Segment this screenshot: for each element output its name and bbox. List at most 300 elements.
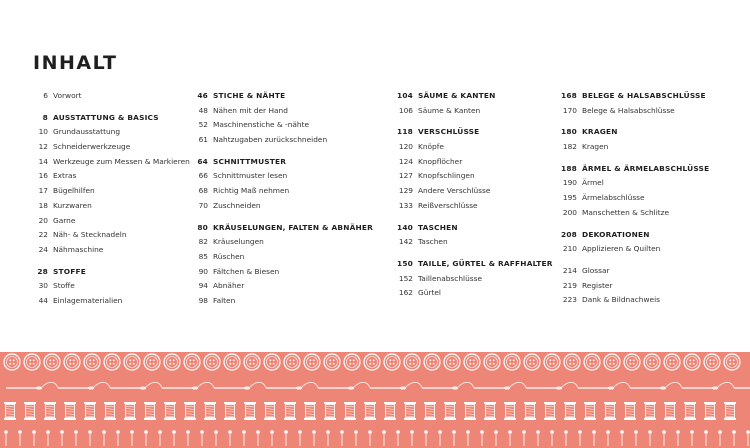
pin-icon (536, 430, 540, 446)
toc-section-heading (397, 89, 557, 104)
thread-spool-icon (464, 402, 476, 420)
entry-label: Kräuselungen (213, 237, 264, 247)
page-number: 120 (398, 142, 413, 152)
button-icon (184, 354, 200, 370)
pin-icon (550, 430, 554, 446)
entry-label: Reißverschlüsse (418, 200, 478, 210)
pin-icon (424, 430, 428, 446)
toc-entry (397, 169, 557, 184)
thread-spool-icon (364, 402, 376, 420)
button-icon (44, 354, 60, 370)
page-number: 106 (398, 105, 413, 115)
entry-label: Werkzeuge zum Messen & Markieren (53, 156, 190, 166)
button-icon (704, 354, 720, 370)
page-number: 10 (38, 127, 48, 137)
pin-icon (354, 430, 358, 446)
thread-spool-icon (684, 402, 696, 420)
pin-icon (4, 430, 8, 446)
thread-spool-icon (44, 402, 56, 420)
entry-label: Näh- & Stecknadeln (53, 230, 127, 240)
entry-label: Ärmelabschlüsse (582, 193, 645, 203)
toc-section-heading (192, 155, 387, 170)
toc-entry (397, 104, 557, 119)
entry-label: Abnäher (213, 281, 245, 291)
toc-section-heading (192, 221, 387, 236)
page-number: 152 (398, 273, 413, 283)
entry-label: Manschetten & Schlitze (582, 207, 670, 217)
entry-label: Taillenabschlüsse (418, 273, 483, 283)
button-icon (124, 354, 140, 370)
toc-entry (397, 286, 557, 301)
button-icon (84, 354, 100, 370)
pin-icon (60, 430, 64, 446)
button-icon (664, 354, 680, 370)
entry-label: TAILLE, GÜRTEL & RAFFHALTER (418, 258, 553, 268)
toc-entry (192, 279, 387, 294)
button-icon (504, 354, 520, 370)
thread-spool-icon (724, 402, 736, 420)
page-number: 52 (198, 120, 208, 130)
pin-icon (634, 430, 638, 446)
button-icon (284, 354, 300, 370)
button-icon (224, 354, 240, 370)
button-icon (564, 354, 580, 370)
entry-label: Kurzwaren (53, 200, 92, 210)
entry-label: TASCHEN (418, 222, 458, 232)
button-icon (104, 354, 120, 370)
page-number: 70 (198, 200, 208, 210)
pin-icon (606, 430, 610, 446)
thread-spool-icon (124, 402, 136, 420)
pin-icon (480, 430, 484, 446)
entry-label: Säume & Kanten (418, 105, 481, 115)
toc-column-1 (30, 89, 190, 309)
toc-entry (30, 89, 190, 104)
entry-label: KRAGEN (582, 127, 618, 137)
toc-section-heading (192, 89, 387, 104)
page-number: 44 (38, 295, 48, 305)
thread-spool-icon (524, 402, 536, 420)
entry-label: Extras (53, 171, 77, 181)
entry-label: Glossar (582, 265, 610, 275)
needle-thread-icon (474, 382, 526, 389)
toc-entry (397, 235, 557, 250)
thread-spool-icon (324, 402, 336, 420)
page-number: 66 (198, 171, 208, 181)
toc-entry (192, 133, 387, 148)
pin-icon (298, 430, 302, 446)
thread-spool-icon (244, 402, 256, 420)
needle-thread-icon (110, 382, 162, 389)
needle-thread-icon (6, 382, 58, 389)
page-number: 8 (42, 112, 48, 122)
button-icon (544, 354, 560, 370)
entry-label: Richtig Maß nehmen (213, 186, 290, 196)
thread-spool-icon (84, 402, 96, 420)
entry-label: Schneiderwerkzeuge (53, 142, 131, 152)
pin-icon (508, 430, 512, 446)
pin-icon (130, 430, 134, 446)
button-icon (144, 354, 160, 370)
page-number: 129 (398, 186, 413, 196)
page-number: 64 (197, 156, 208, 166)
entry-label: Nähen mit der Hand (213, 105, 288, 115)
button-icon (244, 354, 260, 370)
pin-icon (620, 430, 624, 446)
button-icon (204, 354, 220, 370)
toc-entry (192, 250, 387, 265)
entry-label: Bügelhilfen (53, 186, 95, 196)
page-number: 82 (198, 237, 208, 247)
page-number: 94 (198, 281, 208, 291)
thread-spool-icon (384, 402, 396, 420)
entry-label: Belege & Halsabschlüsse (582, 105, 675, 115)
toc-section-heading (30, 265, 190, 280)
entry-label: Vorwort (53, 91, 82, 100)
toc-section-heading (561, 162, 741, 177)
button-icon (364, 354, 380, 370)
toc-entry (30, 228, 190, 243)
thread-spool-icon (504, 402, 516, 420)
entry-label: STICHE & NÄHTE (213, 91, 286, 100)
toc-section-heading (397, 125, 557, 140)
thread-spool-icon (444, 402, 456, 420)
thread-spool-icon (704, 402, 716, 420)
page-number: 133 (398, 200, 413, 210)
button-icon (484, 354, 500, 370)
thread-spool-icon (224, 402, 236, 420)
toc-section-heading (561, 228, 741, 243)
sewing-pattern-illustration (0, 352, 750, 448)
pin-icon (88, 430, 92, 446)
entry-label: STOFFE (53, 266, 86, 276)
toc-entry (192, 104, 387, 119)
toc-section-heading (561, 89, 741, 104)
thread-spool-icon (304, 402, 316, 420)
button-icon (404, 354, 420, 370)
pin-icon (438, 430, 442, 446)
toc-entry (30, 125, 190, 140)
toc-entry (561, 176, 741, 191)
thread-spool-icon (424, 402, 436, 420)
page-title: INHALT (33, 52, 118, 74)
entry-label: VERSCHLÜSSE (418, 127, 480, 137)
toc-entry (397, 140, 557, 155)
pin-icon (578, 430, 582, 446)
entry-label: Andere Verschlüsse (418, 186, 491, 196)
toc-entry (192, 199, 387, 214)
entry-label: Applizieren & Quilten (582, 244, 661, 254)
toc-entry (30, 214, 190, 229)
button-icon (624, 354, 640, 370)
button-icon (524, 354, 540, 370)
pin-icon (368, 430, 372, 446)
button-icon (644, 354, 660, 370)
toc-entry (561, 279, 741, 294)
pin-icon (270, 430, 274, 446)
pin-icon (312, 430, 316, 446)
pin-icon (326, 430, 330, 446)
page-number: 85 (198, 251, 208, 261)
thread-spool-icon (564, 402, 576, 420)
entry-label: Maschinenstiche & -nähte (213, 120, 310, 130)
entry-label: BELEGE & HALSABSCHLÜSSE (582, 91, 706, 100)
page-number: 17 (38, 186, 48, 196)
toc-entry (192, 169, 387, 184)
needle-thread-icon (162, 382, 214, 389)
toc-column-4 (561, 89, 741, 308)
toc-entry (30, 184, 190, 199)
entry-label: Taschen (418, 237, 448, 247)
entry-label: Schnittmuster lesen (213, 171, 288, 181)
thread-spool-icon (644, 402, 656, 420)
pin-icon (74, 430, 78, 446)
entry-label: Ärmel (582, 178, 604, 188)
toc-entry (561, 191, 741, 206)
thread-spool-icon (264, 402, 276, 420)
page-number: 22 (38, 230, 48, 240)
page-number: 180 (561, 127, 578, 137)
button-icon (584, 354, 600, 370)
button-icon (304, 354, 320, 370)
toc-section-heading (397, 257, 557, 272)
entry-label: Dank & Bildnachweis (582, 295, 660, 305)
needle-thread-icon (630, 382, 682, 389)
needle-thread-icon (58, 382, 110, 389)
page-number: 104 (397, 91, 414, 100)
entry-label: Knöpfe (418, 142, 444, 152)
entry-label: Rüschen (213, 251, 245, 261)
pin-icon (158, 430, 162, 446)
pin-icon (116, 430, 120, 446)
entry-label: Knopflöcher (418, 156, 463, 166)
page-number: 16 (38, 171, 48, 181)
thread-spool-icon (204, 402, 216, 420)
pin-icon (564, 430, 568, 446)
entry-label: Knopfschlingen (418, 171, 475, 181)
needle-thread-icon (526, 382, 578, 389)
pin-icon (172, 430, 176, 446)
entry-label: KRÄUSELUNGEN, FALTEN & ABNÄHER (213, 222, 374, 232)
toc-entry (561, 140, 741, 155)
pin-icon (186, 430, 190, 446)
page-number: 195 (562, 193, 577, 203)
entry-label: AUSSTATTUNG & BASICS (53, 112, 159, 122)
entry-label: Einlagematerialien (53, 295, 123, 305)
page-number: 208 (561, 229, 578, 239)
needle-thread-icon (318, 382, 370, 389)
needle-thread-icon (578, 382, 630, 389)
toc-entry (561, 264, 741, 279)
page-number: 118 (397, 127, 414, 137)
needle-thread-icon (422, 382, 474, 389)
page-number: 28 (37, 266, 48, 276)
needle-thread-icon (214, 382, 266, 389)
thread-spool-icon (284, 402, 296, 420)
toc-entry (192, 184, 387, 199)
button-icon (264, 354, 280, 370)
pin-icon (732, 430, 736, 446)
entry-label: Nähmaschine (53, 244, 104, 254)
pin-icon (18, 430, 22, 446)
thread-spool-icon (344, 402, 356, 420)
entry-label: Kragen (582, 142, 609, 152)
pin-icon (242, 430, 246, 446)
button-icon (324, 354, 340, 370)
thread-spool-icon (484, 402, 496, 420)
button-icon (384, 354, 400, 370)
button-icon (344, 354, 360, 370)
needle-thread-icon (682, 382, 734, 389)
page-number: 18 (38, 200, 48, 210)
pin-icon (200, 430, 204, 446)
button-icon (424, 354, 440, 370)
toc-entry (192, 294, 387, 309)
thread-spool-icon (624, 402, 636, 420)
thread-spool-icon (584, 402, 596, 420)
pin-icon (410, 430, 414, 446)
page-number: 80 (197, 222, 208, 232)
toc-entry (30, 140, 190, 155)
page-number: 168 (561, 91, 578, 100)
page-number: 90 (198, 266, 208, 276)
page-number: 182 (562, 142, 577, 152)
toc-entry (30, 155, 190, 170)
toc-entry (192, 265, 387, 280)
page-number: 150 (397, 258, 414, 268)
toc-entry (30, 294, 190, 309)
page-number: 14 (38, 156, 48, 166)
button-icon (24, 354, 40, 370)
thread-spool-icon (144, 402, 156, 420)
thread-spool-icon (664, 402, 676, 420)
page-number: 190 (562, 178, 577, 188)
pin-icon (592, 430, 596, 446)
thread-spool-icon (404, 402, 416, 420)
button-icon (464, 354, 480, 370)
pin-icon (340, 430, 344, 446)
toc-entry (192, 235, 387, 250)
thread-spool-icon (64, 402, 76, 420)
button-icon (684, 354, 700, 370)
entry-label: Zuschneiden (213, 200, 261, 210)
toc-entry (561, 104, 741, 119)
pin-icon (102, 430, 106, 446)
entry-label: Grundausstattung (53, 127, 121, 137)
page-number: 170 (562, 105, 577, 115)
page-number: 30 (38, 281, 48, 291)
button-icon (604, 354, 620, 370)
toc-entry (30, 279, 190, 294)
thread-spool-icon (164, 402, 176, 420)
page-number: 210 (562, 244, 577, 254)
thread-spool-icon (604, 402, 616, 420)
pin-icon (214, 430, 218, 446)
page-number: 12 (38, 142, 48, 152)
toc-entry (397, 199, 557, 214)
toc-section-heading (561, 125, 741, 140)
pin-icon (648, 430, 652, 446)
page-number: 219 (562, 280, 577, 290)
entry-label: Falten (213, 295, 236, 305)
pin-icon (256, 430, 260, 446)
pin-icon (522, 430, 526, 446)
pin-icon (382, 430, 386, 446)
entry-label: Register (582, 280, 613, 290)
entry-label: Nahtzugaben zurückschneiden (213, 135, 328, 145)
toc-entry (192, 118, 387, 133)
page-number: 24 (38, 244, 48, 254)
page-number: 98 (198, 295, 208, 305)
button-icon (64, 354, 80, 370)
toc-section-heading (397, 221, 557, 236)
page-number: 188 (561, 163, 578, 173)
thread-spool-icon (4, 402, 16, 420)
toc-column-3 (397, 89, 557, 301)
entry-label: SÄUME & KANTEN (418, 91, 496, 100)
pin-icon (466, 430, 470, 446)
entry-label: Fältchen & Biesen (213, 266, 280, 276)
entry-label: Garne (53, 215, 76, 225)
pin-icon (690, 430, 694, 446)
pin-icon (746, 430, 750, 446)
thread-spool-icon (104, 402, 116, 420)
needle-thread-icon (734, 382, 750, 389)
page-number: 68 (198, 186, 208, 196)
pin-icon (676, 430, 680, 446)
page-number: 142 (398, 237, 413, 247)
toc-entry (397, 184, 557, 199)
pin-icon (32, 430, 36, 446)
entry-label: Stoffe (53, 281, 75, 291)
pin-icon (704, 430, 708, 446)
toc-entry (30, 169, 190, 184)
button-icon (164, 354, 180, 370)
toc-entry (561, 206, 741, 221)
pin-icon (452, 430, 456, 446)
needle-thread-icon (370, 382, 422, 389)
thread-spool-icon (544, 402, 556, 420)
pin-icon (662, 430, 666, 446)
thread-spool-icon (184, 402, 196, 420)
page-number: 127 (398, 171, 413, 181)
toc-entry (397, 155, 557, 170)
page-number: 162 (398, 288, 413, 298)
entry-label: SCHNITTMUSTER (213, 156, 287, 166)
page-number: 6 (43, 91, 48, 100)
pin-icon (46, 430, 50, 446)
pin-icon (228, 430, 232, 446)
entry-label: ÄRMEL & ÄRMELABSCHLÜSSE (582, 163, 710, 173)
pin-icon (284, 430, 288, 446)
page-number: 223 (562, 295, 577, 305)
toc-entry (397, 272, 557, 287)
pin-icon (718, 430, 722, 446)
toc-entry (561, 242, 741, 257)
decorative-sewing-band (0, 352, 750, 448)
page-number: 140 (397, 222, 414, 232)
page-number: 124 (398, 156, 413, 166)
entry-label: DEKORATIONEN (582, 229, 650, 239)
pin-icon (396, 430, 400, 446)
toc-entry (30, 243, 190, 258)
toc-entry (561, 293, 741, 308)
page-number: 214 (562, 265, 577, 275)
thread-spool-icon (24, 402, 36, 420)
toc-column-2 (192, 89, 387, 309)
button-icon (724, 354, 740, 370)
page-number: 46 (197, 91, 208, 100)
